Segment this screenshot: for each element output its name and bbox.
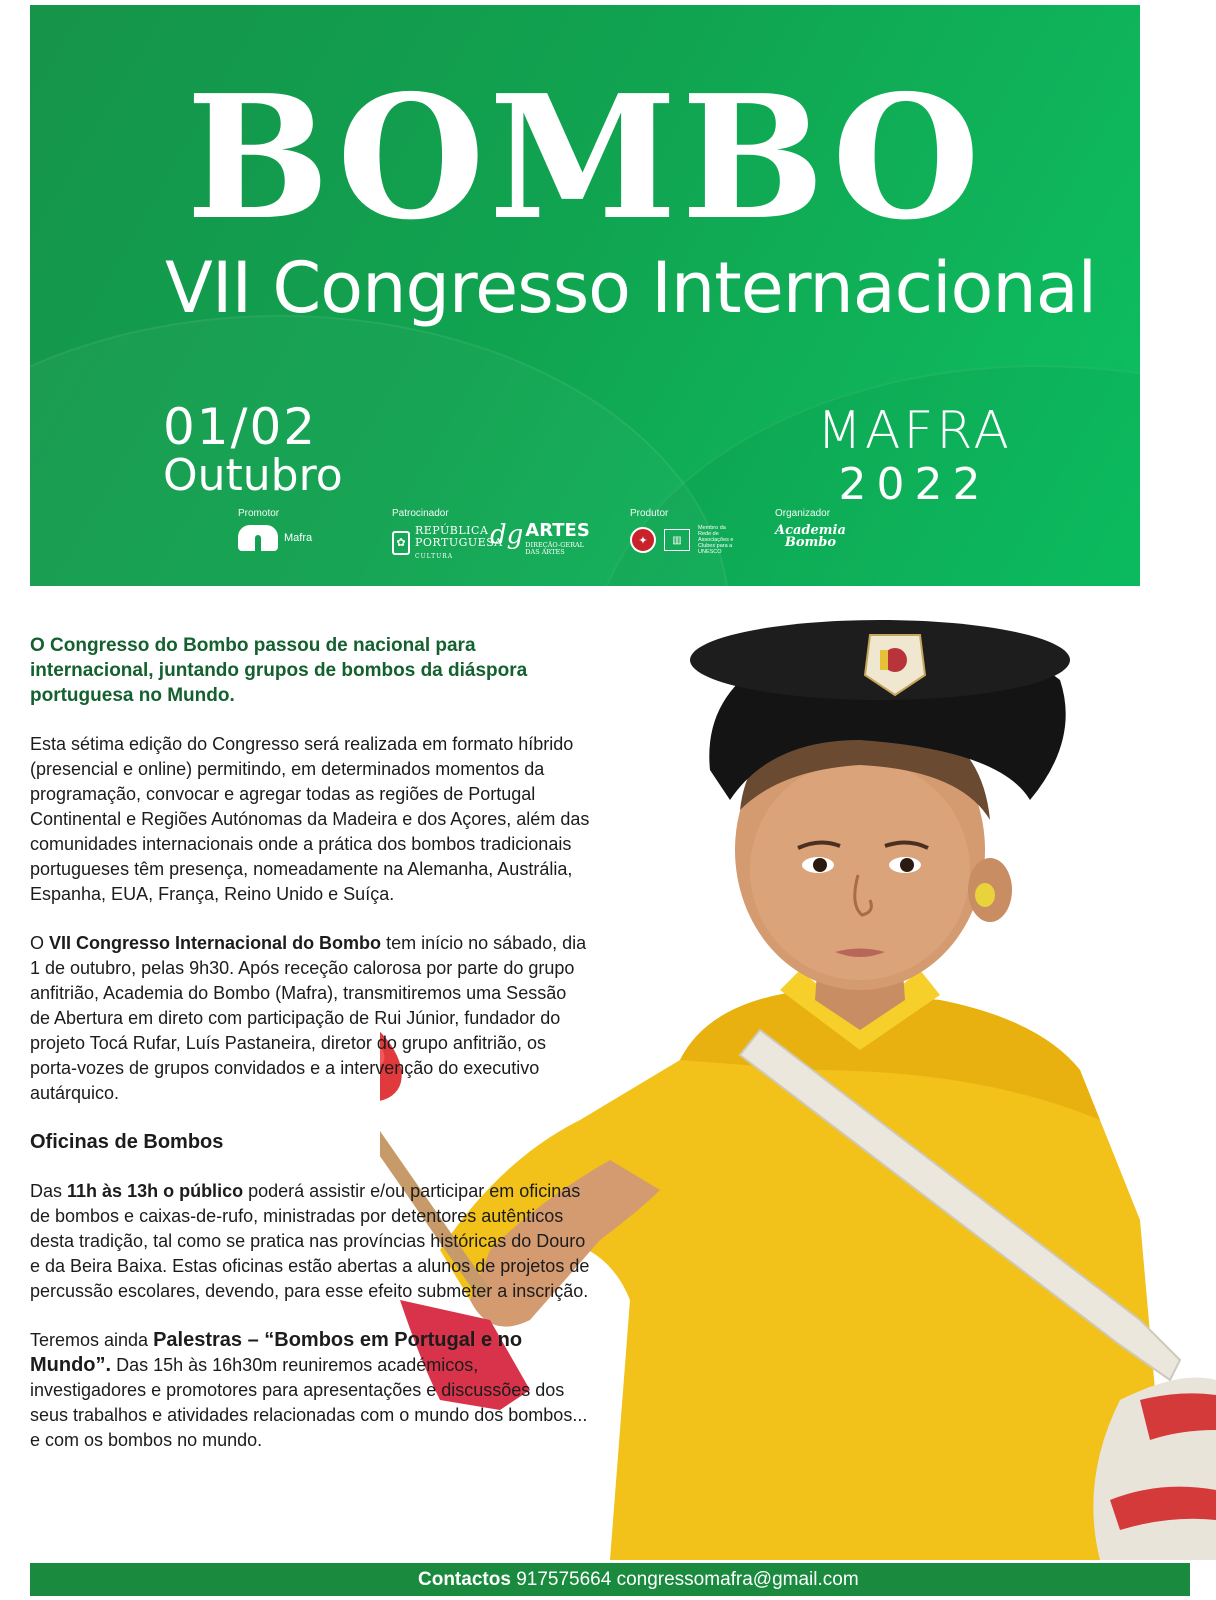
event-date	[163, 398, 343, 501]
republica-portuguesa-logo	[392, 525, 503, 560]
intro-paragraph: Esta sétima edição do Congresso será realizada em formato híbrido (presencial e online) permitindo, em determinados momentos da programação, convocar e agregar todas as regiões de Portugal Continental e Regiões Autónomas da Madeira e dos Açores, além das comunidades internacionais onde a prática dos bombos tradicionais portugueses têm presença, nomeadamente na Alemanha, Austrália, Espanha, EUA, França, Reino Unido e Suíça.	[30, 734, 590, 904]
seal-icon: ✦	[630, 527, 656, 553]
event-subtitle: VII Congresso Internacional	[165, 247, 1097, 329]
produtor-logo	[630, 525, 734, 555]
workshops-text-bold: 11h às 13h o público	[67, 1181, 244, 1201]
sponsor-dgartes	[490, 522, 590, 556]
dgartes-sub2: DAS ARTES	[525, 548, 565, 557]
talks-text-pre: Teremos ainda	[30, 1330, 154, 1350]
republica-line1: REPÚBLICA	[415, 524, 489, 537]
date-days: 01/02	[163, 398, 318, 456]
banner-decor-arc	[30, 315, 730, 586]
mafra-logo	[238, 525, 312, 551]
dgartes-artes: ARTES	[525, 520, 590, 541]
lead-paragraph: O Congresso do Bombo passou de nacional para internacional, juntando grupos de bombos da diáspora portuguesa no Mundo.	[30, 635, 528, 706]
contacts-line	[418, 1563, 859, 1596]
sponsor-patrocinador	[392, 508, 503, 560]
event-place	[817, 401, 1012, 510]
article-body	[30, 633, 590, 1477]
unesco-temple-icon: ▥	[664, 529, 690, 551]
sponsor-role: Produtor	[630, 508, 669, 519]
contacts-footer	[30, 1563, 1190, 1596]
coat-of-arms-icon: ✿	[392, 531, 410, 555]
sponsor-role: Organizador	[775, 508, 831, 519]
workshops-text-post: poderá assistir e/ou participar em oficinas de bombos e caixas-de-rufo, ministradas por detentores autênticos desta tradição, tal como se pratica nas províncias históricas do Douro e da Beira Baixa. Estas oficinas estão abertas a alunos de projetos de percussão escolares, devendo, para esse efeito submeter a inscrição.	[30, 1181, 590, 1301]
republica-cultura: CULTURA	[415, 553, 454, 561]
dgartes-dg: dg	[490, 520, 524, 550]
opening-text-pre: O	[30, 933, 50, 953]
workshops-text-pre: Das	[30, 1181, 68, 1201]
talks-text-bold: Palestras – “Bombos em Portugal e no Mundo”.	[30, 1329, 523, 1376]
section-title-oficinas: Oficinas de Bombos	[30, 1131, 224, 1153]
dgartes-sub1: DIREÇÃO-GERAL	[525, 541, 584, 549]
republica-line2: PORTUGUESA	[415, 535, 503, 549]
opening-text-bold: VII Congresso Internacional do Bombo	[49, 933, 382, 953]
mafra-logo-text: Mafra	[284, 532, 313, 544]
contacts-phone[interactable]: 917575664	[516, 1569, 612, 1590]
academia-bombo-logo	[775, 525, 846, 550]
talks-paragraph	[30, 1328, 590, 1453]
workshops-paragraph	[30, 1179, 590, 1304]
contacts-label: Contactos	[418, 1569, 511, 1590]
talks-text-post: Das 15h às 16h30m reuniremos académicos, investigadores e promotores para apresentações e discussões dos seus trabalhos e atividades relacionadas com o mundo dos bombos... e com os bombos no mundo.	[30, 1355, 588, 1450]
sponsor-role: Patrocinador	[392, 508, 449, 519]
sponsor-produtor	[630, 508, 734, 555]
academia-line2: Bombo	[784, 535, 837, 551]
date-month: Outubro	[163, 450, 343, 501]
opening-paragraph	[30, 931, 590, 1106]
dgartes-logo	[490, 522, 590, 556]
header-banner	[30, 5, 1140, 586]
unesco-text: Membro da Rede de Associações e Clubes para a UNESCO	[698, 525, 734, 556]
academia-line1: Academia	[775, 523, 846, 538]
opening-text-post: tem início no sábado, dia 1 de outubro, pelas 9h30. Após receção calorosa por parte do grupo anfitrião, Academia do Bombo (Mafra), transmitiremos uma Sessão de Abertura em direto com participação de Rui Júnior, fundador do projeto Tocá Rufar, Luís Pastaneira, diretor do grupo anfitrião, os porta-vozes de grupos convidados e a intervenção do executivo autárquico.	[30, 933, 587, 1103]
place-year: 2022	[838, 459, 991, 510]
event-title: BOMBO	[185, 58, 985, 258]
mafra-logo-icon	[238, 525, 278, 551]
place-city: MAFRA	[817, 401, 1012, 461]
contacts-email[interactable]: congressomafra@gmail.com	[616, 1569, 859, 1590]
sponsor-organizador	[775, 508, 846, 550]
sponsor-role: Promotor	[238, 508, 280, 519]
sponsor-promotor	[238, 508, 312, 551]
